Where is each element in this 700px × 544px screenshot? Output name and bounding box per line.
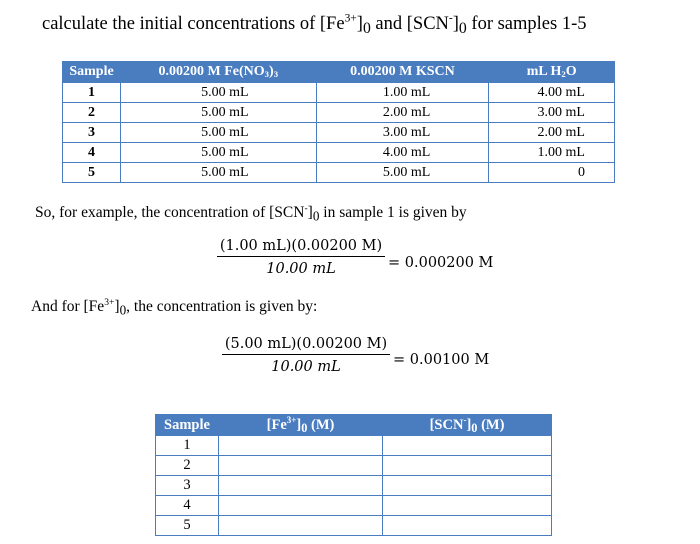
table-row: [63, 143, 615, 163]
kscn-volume-cell: 1.00 mL: [316, 83, 489, 103]
scn-concentration-cell[interactable]: [383, 516, 552, 536]
fe-volume-cell: 5.00 mL: [121, 143, 317, 163]
table-row: [63, 123, 615, 143]
scn-numerator: (1.00 mL)(0.00200 M): [217, 238, 385, 257]
table-row: [156, 516, 552, 536]
table-row: [156, 436, 552, 456]
scn-concentration-cell[interactable]: [383, 436, 552, 456]
fe-volume-cell: 5.00 mL: [121, 103, 317, 123]
table-row: [156, 476, 552, 496]
table-row: [63, 103, 615, 123]
scn-result: = 0.000200 M: [388, 255, 494, 271]
table-row: [156, 456, 552, 476]
scn-concentration-cell[interactable]: [383, 496, 552, 516]
fe-volume-cell: 5.00 mL: [121, 163, 317, 183]
fe-concentration-cell[interactable]: [219, 436, 383, 456]
scn-denominator: 10.00 mL: [266, 261, 336, 277]
water-volume-cell: 1.00 mL: [489, 143, 615, 163]
fe-concentration-cell[interactable]: [219, 456, 383, 476]
header-fe-nitrate: 0.00200 M $Fe(NO_3)_3$: [121, 62, 317, 83]
example-scn-text: So, for example, the concentration of $[SCN^-]_0$ in sample 1 is given by: [35, 202, 467, 224]
initial-concentrations-table: [155, 414, 552, 536]
fe-denominator: 10.00 mL: [271, 359, 341, 375]
sample-cell: 4: [63, 143, 121, 163]
water-volume-cell: 2.00 mL: [489, 123, 615, 143]
sample-cell: 2: [63, 103, 121, 123]
water-volume-cell: 0: [489, 163, 615, 183]
example-fe-text: And for $[Fe^{3+}]_0$, the concentration is given by:: [31, 296, 318, 318]
sample-cell: 3: [63, 123, 121, 143]
fe-concentration-cell[interactable]: [219, 476, 383, 496]
table-row: [63, 163, 615, 183]
sample-cell: 4: [156, 496, 219, 516]
fe-volume-cell: 5.00 mL: [121, 83, 317, 103]
scn-concentration-cell[interactable]: [383, 456, 552, 476]
fe-result: = 0.00100 M: [393, 352, 490, 368]
sample-cell: 3: [156, 476, 219, 496]
sample-cell: 2: [156, 456, 219, 476]
kscn-volume-cell: 5.00 mL: [316, 163, 489, 183]
sample-volumes-table: [62, 61, 615, 183]
header-fe-concentration: $[Fe^{3+}]_0$ (M): [219, 415, 383, 436]
table-header-row: [156, 415, 552, 436]
header-scn-concentration: $[SCN^-]_0$ (M): [383, 415, 552, 436]
kscn-volume-cell: 4.00 mL: [316, 143, 489, 163]
header-kscn: 0.00200 M KSCN: [316, 62, 489, 83]
fe-concentration-cell[interactable]: [219, 516, 383, 536]
sample-cell: 5: [156, 516, 219, 536]
header-sample: Sample: [156, 415, 219, 436]
table-header-row: [63, 62, 615, 83]
fe-concentration-cell[interactable]: [219, 496, 383, 516]
water-volume-cell: 4.00 mL: [489, 83, 615, 103]
header-sample: Sample: [63, 62, 121, 83]
fe-numerator: (5.00 mL)(0.00200 M): [222, 336, 390, 355]
kscn-volume-cell: 3.00 mL: [316, 123, 489, 143]
header-water: mL $H_2O$: [489, 62, 615, 83]
table-row: [156, 496, 552, 516]
fe-fraction: [222, 336, 390, 375]
kscn-volume-cell: 2.00 mL: [316, 103, 489, 123]
sample-cell: 5: [63, 163, 121, 183]
table-row: [63, 83, 615, 103]
page-title: calculate the initial concentrations of $[Fe^{3+}]_0$ and $[SCN^-]_0$ for samples 1-5: [42, 12, 587, 37]
sample-cell: 1: [63, 83, 121, 103]
scn-concentration-cell[interactable]: [383, 476, 552, 496]
sample-cell: 1: [156, 436, 219, 456]
scn-fraction: [217, 238, 385, 277]
water-volume-cell: 3.00 mL: [489, 103, 615, 123]
fe-volume-cell: 5.00 mL: [121, 123, 317, 143]
